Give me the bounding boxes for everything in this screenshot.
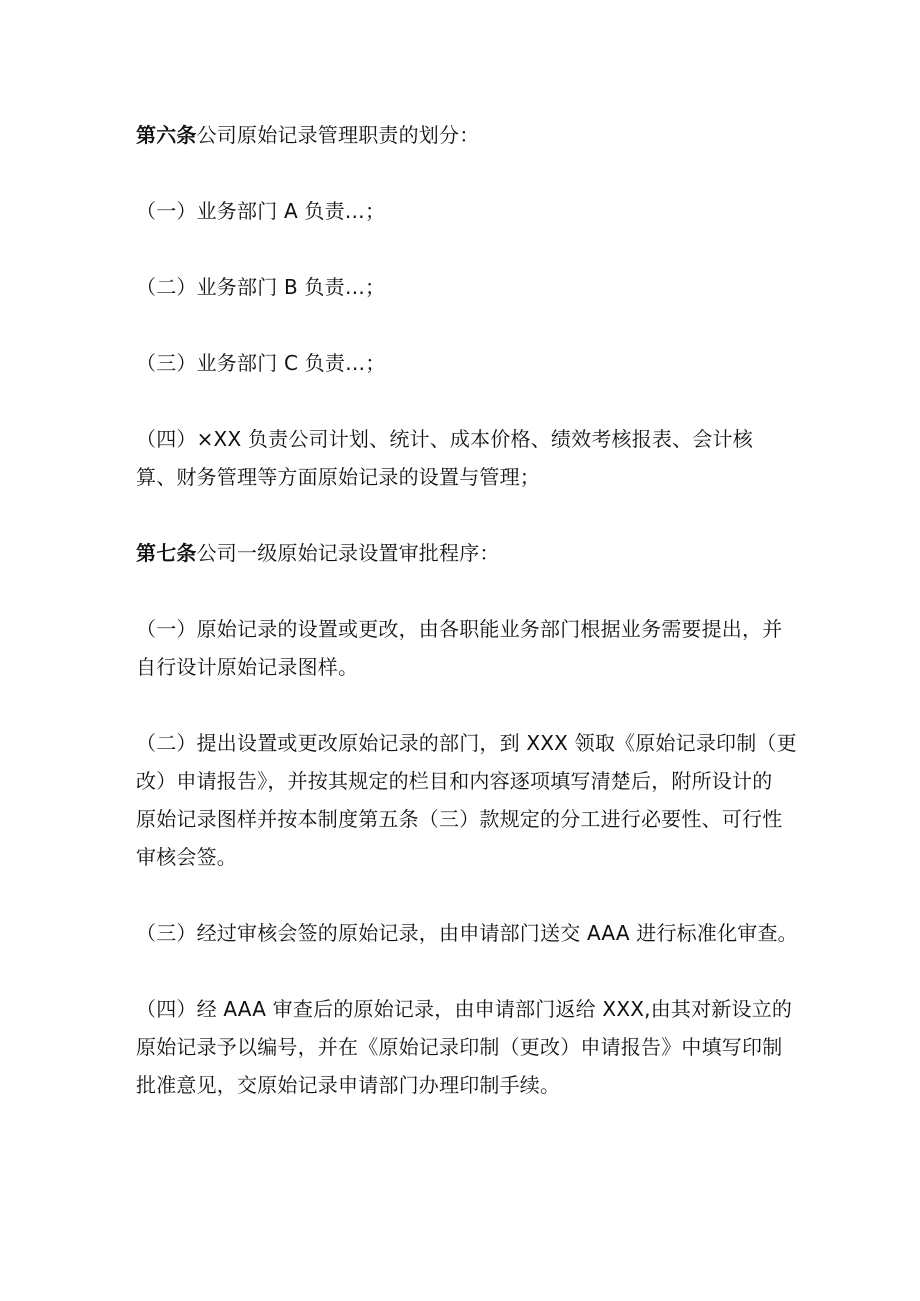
text-line: 自行设计原始记录图样。 [136, 655, 359, 679]
text-line: 改）申请报告》，并按其规定的栏目和内容逐项填写清楚后，附所设计的 [136, 769, 773, 793]
article-6-item-3: （三）业务部门 C 负责…； [136, 351, 386, 375]
text-line: （四）经 AAA 审查后的原始记录，由申请部门返给 XXX,由其对新设立的 [136, 997, 793, 1021]
article-6-item-4 [136, 420, 804, 496]
article-7-title: 公司一级原始记录设置审批程序： [196, 541, 500, 565]
article-7-item-3 [136, 914, 804, 952]
article-6-item-2: （二）业务部门 B 负责…； [136, 275, 386, 299]
article-6-label: 第六条 [136, 123, 197, 147]
text-line: （四）×XX 负责公司计划、统计、成本价格、绩效考核报表、会计核 [136, 427, 753, 451]
text-line: 原始记录予以编号，并在《原始记录印制（更改）申请报告》中填写印制 [136, 1035, 783, 1059]
text-line: 批准意见，交原始记录申请部门办理印制手续。 [136, 1073, 561, 1097]
text-line: （一）原始记录的设置或更改，由各职能业务部门根据业务需要提出，并 [136, 617, 783, 641]
article-7-item-4 [136, 990, 804, 1104]
article-7-item-2 [136, 724, 804, 876]
text-line: （二）提出设置或更改原始记录的部门，到 XXX 领取《原始记录印制（更 [136, 731, 797, 755]
text-line: 审核会签。 [136, 845, 237, 869]
article-7-label: 第七条 [136, 541, 197, 565]
document-body [136, 116, 804, 1142]
text-line: 算、财务管理等方面原始记录的设置与管理； [136, 465, 540, 489]
article-6-heading [136, 116, 804, 154]
article-7-item-1 [136, 610, 804, 686]
article-6-title: 公司原始记录管理职责的划分： [196, 123, 480, 147]
article-6-item-1: （一）业务部门 A 负责…； [136, 199, 386, 223]
text-line: 原始记录图样并按本制度第五条（三）款规定的分工进行必要性、可行性 [136, 807, 783, 831]
article-7-heading [136, 534, 804, 572]
text-line: （三）经过审核会签的原始记录，由申请部门送交 AAA 进行标准化审查。 [136, 921, 798, 945]
